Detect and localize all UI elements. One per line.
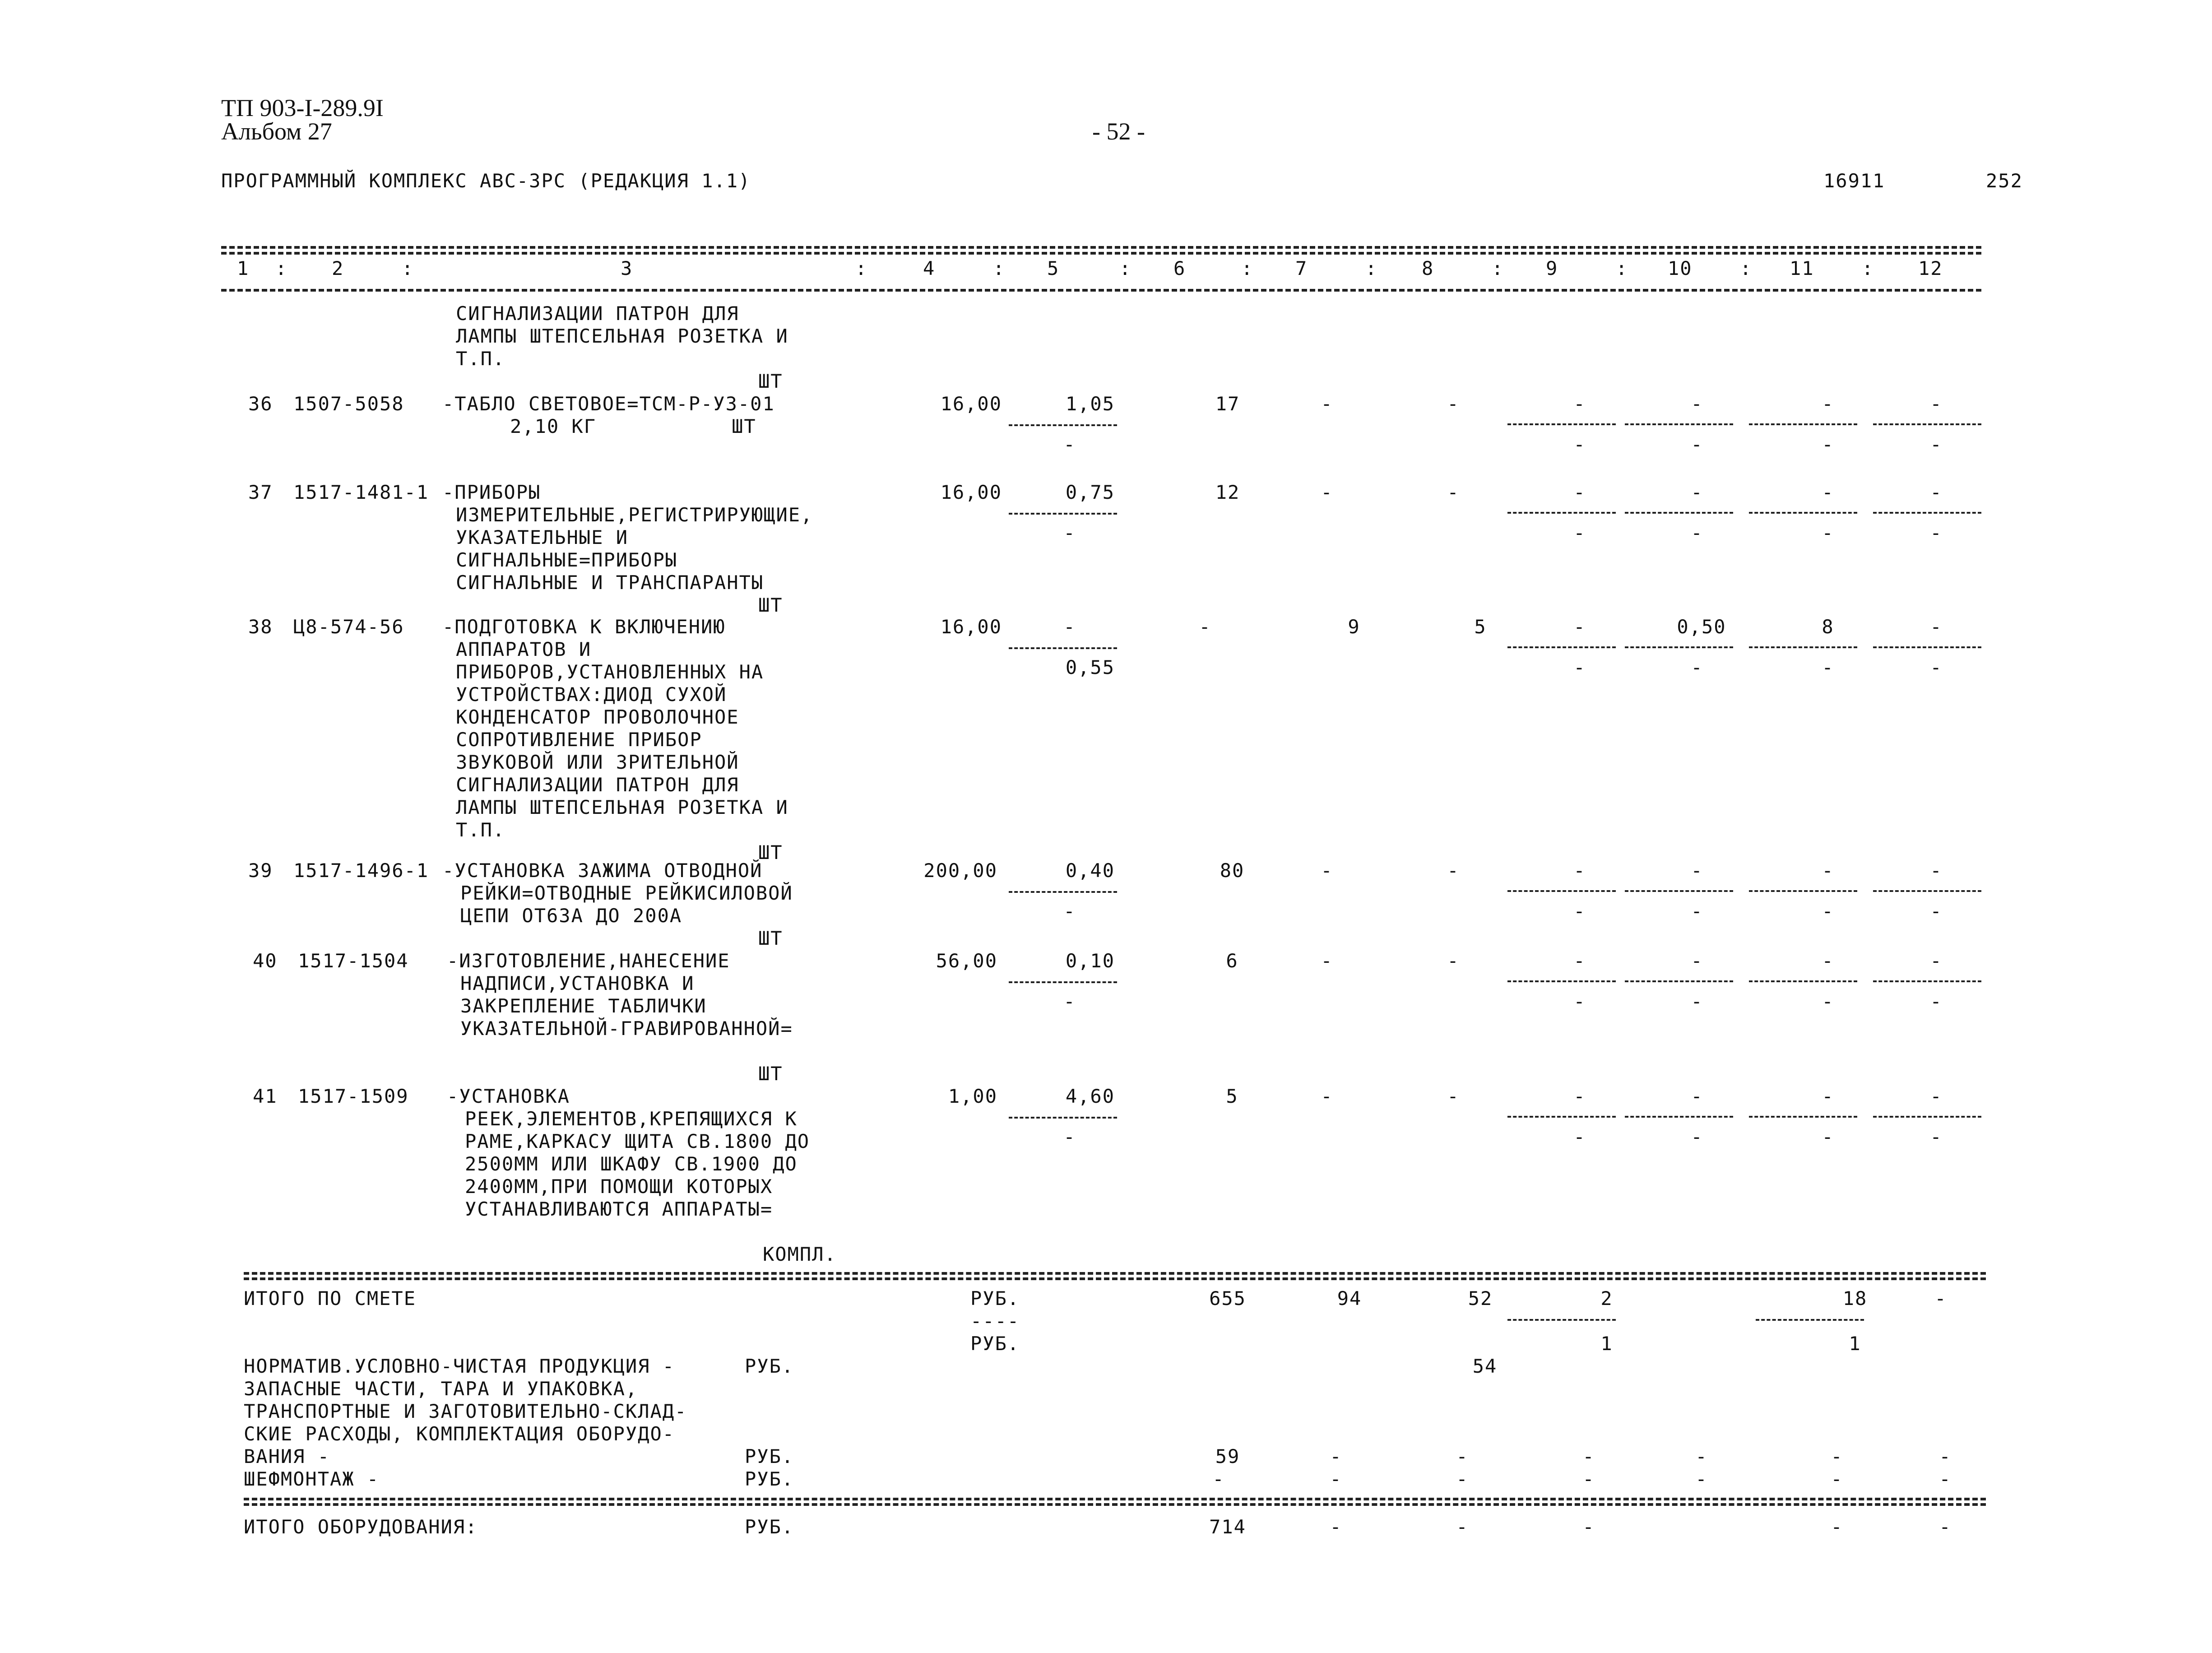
program-title: ПРОГРАММНЫЙ КОМПЛЕКС АВС-3РС (РЕДАКЦИЯ 1.1)	[221, 170, 751, 192]
col-9-value: -	[1573, 616, 1586, 638]
col-10-below: -	[1691, 522, 1703, 544]
quantity: 16,00	[940, 393, 1002, 415]
dash: -	[1582, 1516, 1595, 1538]
row-description: ЛАМПЫ ШТЕПСЕЛЬНАЯ РОЗЕТКА И	[456, 796, 788, 818]
row-description: ЗАКРЕПЛЕНИЕ ТАБЛИЧКИ	[460, 995, 707, 1017]
unit-label: КОМПЛ.	[763, 1243, 837, 1265]
quantity: 16,00	[940, 616, 1002, 638]
row-code: 1517-1496-1	[293, 859, 429, 882]
col-7: 7	[1295, 257, 1308, 279]
total-cost-value: 655	[1209, 1287, 1246, 1309]
document-code: ТП 903-I-289.9I	[221, 94, 384, 121]
total-cost: -	[1199, 616, 1211, 638]
row-description: ЦЕПИ ОТ63А ДО 200А	[460, 905, 682, 927]
col-5: 5	[1047, 257, 1060, 279]
col-9-value: -	[1573, 393, 1586, 415]
fraction-rule	[1625, 980, 1733, 982]
row-description: УСТРОЙСТВАХ:ДИОД СУХОЙ	[456, 683, 727, 706]
col-3: 3	[621, 257, 633, 279]
col-12-value: -	[1930, 1085, 1943, 1107]
col-8-value: -	[1447, 1085, 1460, 1107]
currency-label: РУБ.	[745, 1468, 794, 1490]
col-8-value: 5	[1474, 616, 1487, 638]
col-12-value: -	[1930, 859, 1943, 882]
quantity: 56,00	[936, 950, 997, 972]
row-code: 1517-1504	[298, 950, 409, 972]
row-description: РЕЕК,ЭЛЕМЕНТОВ,КРЕПЯЩИХСЯ К	[465, 1108, 798, 1130]
col-8-value: -	[1447, 393, 1460, 415]
row-number: 36	[248, 393, 273, 415]
dash: -	[1831, 1445, 1843, 1467]
equipment-total-label: ИТОГО ОБОРУДОВАНИЯ:	[244, 1516, 478, 1538]
top-rule-2	[221, 252, 1981, 255]
row-number: 38	[248, 616, 273, 638]
total-cost: 6	[1226, 950, 1238, 972]
row-description: -ИЗГОТОВЛЕНИЕ,НАНЕСЕНИЕ	[447, 950, 730, 972]
unit-price-below: -	[1063, 522, 1076, 544]
row-description: -УСТАНОВКА	[447, 1085, 570, 1107]
fraction-rule	[1873, 1116, 1981, 1118]
colon: :	[993, 257, 1006, 279]
row-description: НАДПИСИ,УСТАНОВКА И	[460, 972, 695, 994]
col-4: 4	[923, 257, 936, 279]
total-cost: 80	[1220, 859, 1245, 882]
col-12-value: -	[1930, 393, 1943, 415]
unit-price: 0,75	[1065, 481, 1115, 503]
col-10-value: -	[1691, 950, 1703, 972]
fraction-rule	[1873, 512, 1981, 514]
col-9-below: -	[1573, 1126, 1586, 1148]
col-11-below: -	[1822, 900, 1834, 922]
page-number: - 52 -	[1092, 118, 1145, 145]
total-cost: 5	[1226, 1085, 1238, 1107]
unit-label: ШТ	[758, 370, 783, 392]
totals-rule	[244, 1272, 1986, 1275]
col-11-value: -	[1822, 481, 1834, 503]
normative-label: СКИЕ РАСХОДЫ, КОМПЛЕКТАЦИЯ ОБОРУДО-	[244, 1423, 675, 1445]
currency-label: РУБ.	[970, 1287, 1020, 1309]
dash: -	[1330, 1516, 1342, 1538]
unit-price-below: -	[1063, 433, 1076, 455]
total-cost: 12	[1215, 481, 1240, 503]
sheet-number: 252	[1986, 170, 2023, 192]
currency-label: РУБ.	[970, 1333, 1020, 1355]
fraction-rule	[1507, 890, 1616, 892]
total-col-12-value: -	[1934, 1287, 1947, 1309]
fraction-rule	[1009, 891, 1117, 893]
col-12: 12	[1918, 257, 1943, 279]
col-10-below: -	[1691, 900, 1703, 922]
fraction-rule	[1009, 981, 1117, 983]
col-7-value: 9	[1348, 616, 1360, 638]
dash: -	[1831, 1468, 1843, 1490]
quantity: 1,00	[948, 1085, 997, 1107]
row-description: -УСТАНОВКА ЗАЖИМА ОТВОДНОЙ	[442, 859, 763, 882]
row-code: Ц8-574-56	[293, 616, 404, 638]
col-11-below: -	[1822, 522, 1834, 544]
row-description: -ПОДГОТОВКА К ВКЛЮЧЕНИЮ	[442, 616, 726, 638]
normative-label: ВАНИЯ -	[244, 1445, 330, 1467]
equipment-cost-value: 59	[1215, 1445, 1240, 1467]
dash: -	[1695, 1445, 1708, 1467]
col-9-below: -	[1573, 656, 1586, 678]
fraction-rule	[1507, 980, 1616, 982]
dash: -	[1456, 1468, 1469, 1490]
col-8-value: -	[1447, 481, 1460, 503]
col-9-below: -	[1573, 522, 1586, 544]
top-rule-1	[221, 246, 1981, 249]
col-7-value: -	[1321, 393, 1333, 415]
unit-price: 0,10	[1065, 950, 1115, 972]
col-9-below: -	[1573, 990, 1586, 1012]
document-number: 16911	[1823, 170, 1885, 192]
row-description: СИГНАЛЬНЫЕ=ПРИБОРЫ	[456, 549, 678, 571]
unit-price-below: -	[1063, 1126, 1076, 1148]
row-number: 40	[253, 950, 278, 972]
row-code: 1517-1509	[298, 1085, 409, 1107]
final-rule-2	[244, 1503, 1986, 1506]
total-col-9-value: 2	[1600, 1287, 1613, 1309]
row-description: УКАЗАТЕЛЬНЫЕ И	[456, 526, 629, 548]
fraction-rule	[1749, 980, 1857, 982]
col-7-value: -	[1321, 481, 1333, 503]
row-description: СИГНАЛИЗАЦИИ ПАТРОН ДЛЯ	[456, 774, 739, 796]
col-12-value: -	[1930, 950, 1943, 972]
fraction-rule	[1507, 512, 1616, 514]
row-code: 1517-1481-1	[293, 481, 429, 503]
col-9: 9	[1546, 257, 1558, 279]
colon: :	[402, 257, 414, 279]
col-12-below: -	[1930, 433, 1943, 455]
totals-rule-2	[244, 1277, 1986, 1280]
fraction-rule	[1749, 890, 1857, 892]
total-col-8-value: 52	[1468, 1287, 1493, 1309]
col-11-value: -	[1822, 950, 1834, 972]
row-description: УСТАНАВЛИВАЮТСЯ АППАРАТЫ=	[465, 1198, 773, 1220]
normative-label: ТРАНСПОРТНЫЕ И ЗАГОТОВИТЕЛЬНО-СКЛАД-	[244, 1400, 687, 1422]
album-label: Альбом 27	[221, 118, 332, 145]
col-11-value: -	[1822, 1085, 1834, 1107]
col-9-value: -	[1573, 950, 1586, 972]
fraction-rule	[1009, 513, 1117, 515]
dash: -	[1456, 1445, 1469, 1467]
row-description: ЗВУКОВОЙ ИЛИ ЗРИТЕЛЬНОЙ	[456, 751, 739, 773]
col-9-value: -	[1573, 859, 1586, 882]
fraction-rule	[1625, 423, 1733, 425]
supervision-cost-value: -	[1212, 1468, 1225, 1490]
unit-price-below: -	[1063, 900, 1076, 922]
colon: :	[1616, 257, 1628, 279]
unit-price: 4,60	[1065, 1085, 1115, 1107]
col-9-value: -	[1573, 481, 1586, 503]
currency-label: РУБ.	[745, 1445, 794, 1467]
col-7-value: -	[1321, 1085, 1333, 1107]
col-12-below: -	[1930, 656, 1943, 678]
total-col-11-below: 1	[1849, 1333, 1861, 1355]
col-9-below: -	[1573, 433, 1586, 455]
unit-label: ШТ	[758, 841, 783, 864]
final-rule	[244, 1498, 1986, 1500]
row-description: РЕЙКИ=ОТВОДНЫЕ РЕЙКИСИЛОВОЙ	[460, 882, 793, 904]
row-description: 2,10 КГ ШТ	[510, 415, 756, 437]
col-9-value: -	[1573, 1085, 1586, 1107]
dash: -	[1695, 1468, 1708, 1490]
fraction-rule	[1749, 1116, 1857, 1118]
fraction-rule	[1009, 424, 1117, 426]
col-10-value: -	[1691, 1085, 1703, 1107]
total-cost: 17	[1215, 393, 1240, 415]
total-col-11-value: 18	[1842, 1287, 1868, 1309]
col-9-below: -	[1573, 900, 1586, 922]
unit-label: ШТ	[758, 594, 783, 616]
fraction-rule	[1507, 423, 1616, 425]
col-12-value: -	[1930, 616, 1943, 638]
unit-price: -	[1063, 616, 1076, 638]
col-11-below: -	[1822, 433, 1834, 455]
col-11: 11	[1790, 257, 1814, 279]
colon: :	[855, 257, 868, 279]
row-description: АППАРАТОВ И	[456, 638, 592, 660]
col-8: 8	[1422, 257, 1434, 279]
col-12-below: -	[1930, 990, 1943, 1012]
row-description: ИЗМЕРИТЕЛЬНЫЕ,РЕГИСТРИРУЮЩИЕ,	[456, 504, 813, 526]
colon: :	[1119, 257, 1132, 279]
row-description: 2500ММ ИЛИ ШКАФУ СВ.1900 ДО	[465, 1153, 798, 1175]
col-12-below: -	[1930, 522, 1943, 544]
row-description: КОНДЕНСАТОР ПРОВОЛОЧНОЕ	[456, 706, 739, 728]
col-7-value: -	[1321, 859, 1333, 882]
row-code: 1507-5058	[293, 393, 404, 415]
col-7-value: -	[1321, 950, 1333, 972]
col-11-value: -	[1822, 859, 1834, 882]
col-10-value: -	[1691, 859, 1703, 882]
currency-label: РУБ.	[745, 1355, 794, 1377]
fraction-rule	[1625, 646, 1733, 648]
header-rule	[221, 289, 1981, 292]
fraction-rule	[1749, 512, 1857, 514]
fraction-rule	[1507, 646, 1616, 648]
unit-price-below: 0,55	[1065, 656, 1115, 678]
fraction-rule	[1749, 646, 1857, 648]
continued-text-line: Т.П.	[456, 348, 505, 370]
unit-price: 1,05	[1065, 393, 1115, 415]
col-10-below: -	[1691, 433, 1703, 455]
col-10-below: -	[1691, 1126, 1703, 1148]
row-description: -ТАБЛО СВЕТОВОЕ=ТСМ-Р-У3-01	[442, 393, 775, 415]
col-10: 10	[1668, 257, 1693, 279]
colon: :	[1241, 257, 1254, 279]
col-10-value: -	[1691, 481, 1703, 503]
normative-col-8-value: 54	[1472, 1355, 1498, 1377]
equipment-total-value: 714	[1209, 1516, 1246, 1538]
fraction-rule	[1625, 1116, 1733, 1118]
continued-text-line: ЛАМПЫ ШТЕПСЕЛЬНАЯ РОЗЕТКА И	[456, 325, 788, 347]
col-11-below: -	[1822, 656, 1834, 678]
dash: -	[1939, 1516, 1952, 1538]
fraction-rule	[1625, 512, 1733, 514]
row-description: РАМЕ,КАРКАСУ ЩИТА СВ.1800 ДО	[465, 1130, 810, 1152]
colon: :	[1862, 257, 1874, 279]
quantity: 200,00	[923, 859, 997, 882]
fraction-rule	[1507, 1116, 1616, 1118]
fraction-rule	[1873, 890, 1981, 892]
dash: -	[1582, 1468, 1595, 1490]
row-number: 41	[253, 1085, 278, 1107]
colon: :	[1740, 257, 1753, 279]
normative-label: ШЕФМОНТАЖ -	[244, 1468, 380, 1490]
fraction-rule	[1009, 647, 1117, 649]
row-description: Т.П.	[456, 819, 505, 841]
fraction-rule	[1749, 423, 1857, 425]
col-8-value: -	[1447, 950, 1460, 972]
dash: -	[1456, 1516, 1469, 1538]
row-description: СИГНАЛЬНЫЕ И ТРАНСПАРАНТЫ	[456, 571, 764, 594]
col-12-below: -	[1930, 900, 1943, 922]
fraction-rule	[1756, 1319, 1864, 1321]
dash: -	[1582, 1445, 1595, 1467]
currency-label: РУБ.	[745, 1516, 794, 1538]
row-description: 2400ММ,ПРИ ПОМОЩИ КОТОРЫХ	[465, 1175, 773, 1198]
fraction-rule	[1009, 1117, 1117, 1119]
row-description: СОПРОТИВЛЕНИЕ ПРИБОР	[456, 729, 702, 751]
dash: -	[1330, 1445, 1342, 1467]
total-col-7-value: 94	[1337, 1287, 1362, 1309]
unit-price-below: -	[1063, 990, 1076, 1012]
col-6: 6	[1173, 257, 1186, 279]
fraction-rule	[1873, 646, 1981, 648]
unit-price: 0,40	[1065, 859, 1115, 882]
col-11-value: 8	[1822, 616, 1834, 638]
colon: :	[275, 257, 288, 279]
col-8-value: -	[1447, 859, 1460, 882]
normative-label: ЗАПАСНЫЕ ЧАСТИ, ТАРА И УПАКОВКА,	[244, 1378, 638, 1400]
dash: -	[1939, 1468, 1952, 1490]
col-12-value: -	[1930, 481, 1943, 503]
total-col-9-below: 1	[1600, 1333, 1613, 1355]
col-10-below: -	[1691, 990, 1703, 1012]
estimate-total-label: ИТОГО ПО СМЕТЕ	[244, 1287, 417, 1309]
col-11-below: -	[1822, 990, 1834, 1012]
col-11-below: -	[1822, 1126, 1834, 1148]
col-1: 1	[237, 257, 250, 279]
dash: -	[1831, 1516, 1843, 1538]
fraction-rule	[1507, 1319, 1616, 1321]
col-10-value: -	[1691, 393, 1703, 415]
quantity: 16,00	[940, 481, 1002, 503]
currency-rule: ----	[970, 1310, 1020, 1332]
col-11-value: -	[1822, 393, 1834, 415]
normative-label: НОРМАТИВ.УСЛОВНО-ЧИСТАЯ ПРОДУКЦИЯ -	[244, 1355, 675, 1377]
colon: :	[1492, 257, 1504, 279]
col-10-below: -	[1691, 656, 1703, 678]
colon: :	[1365, 257, 1378, 279]
fraction-rule	[1625, 890, 1733, 892]
col-2: 2	[332, 257, 344, 279]
dash: -	[1939, 1445, 1952, 1467]
col-12-below: -	[1930, 1126, 1943, 1148]
continued-text-line: СИГНАЛИЗАЦИИ ПАТРОН ДЛЯ	[456, 302, 739, 325]
fraction-rule	[1873, 980, 1981, 982]
col-10-value: 0,50	[1677, 616, 1726, 638]
fraction-rule	[1873, 423, 1981, 425]
unit-label: ШТ	[758, 1063, 783, 1085]
dash: -	[1330, 1468, 1342, 1490]
row-description: -ПРИБОРЫ	[442, 481, 541, 503]
row-description: ПРИБОРОВ,УСТАНОВЛЕННЫХ НА	[456, 661, 764, 683]
row-number: 39	[248, 859, 273, 882]
unit-label: ШТ	[758, 927, 783, 949]
row-number: 37	[248, 481, 273, 503]
row-description: УКАЗАТЕЛЬНОЙ-ГРАВИРОВАННОЙ=	[460, 1017, 793, 1040]
